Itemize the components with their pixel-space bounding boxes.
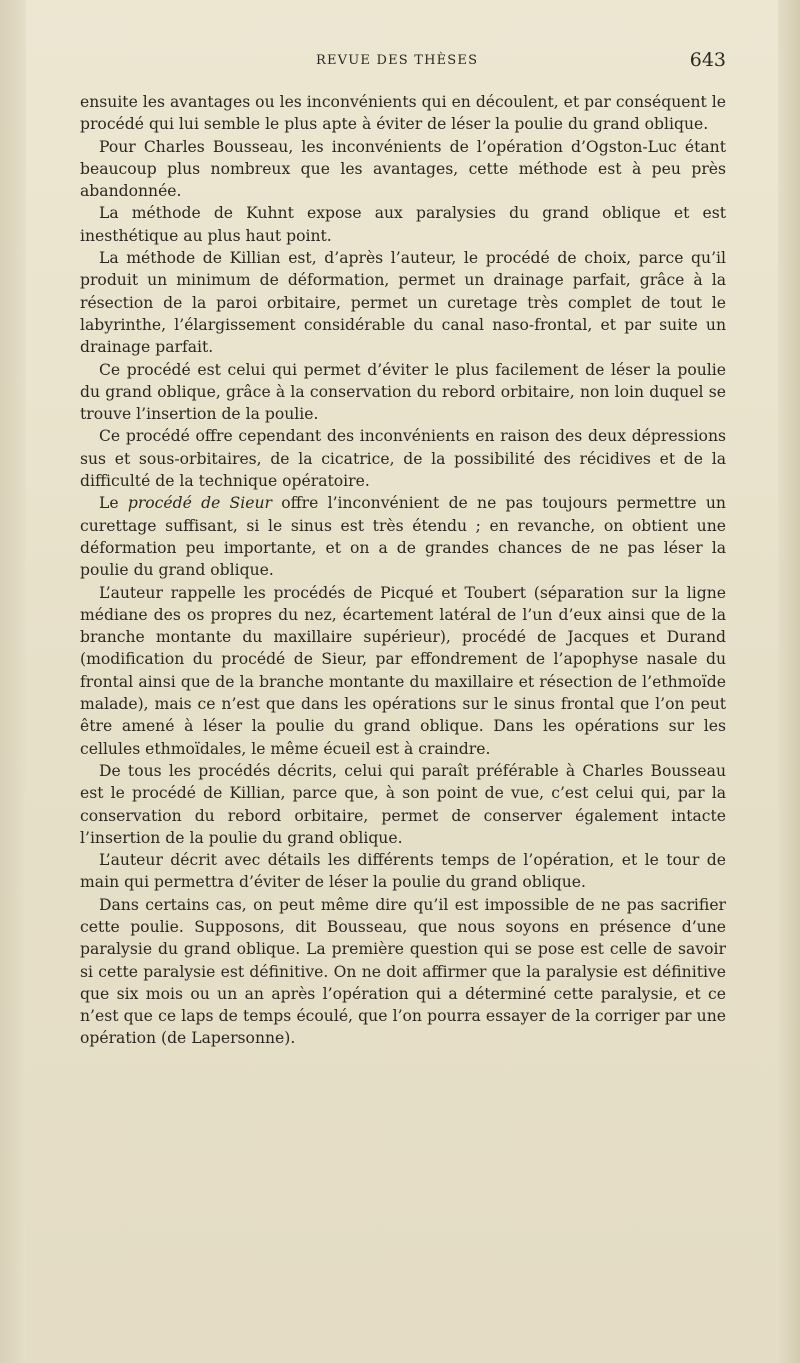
page-number: 643: [689, 49, 726, 71]
paragraph-7-text: offre l’inconvénient de ne pas toujours permettre un curettage suffisant, si le sinus est très étendu ; en revanche, on obtient une déformation peu importante, et on a de grandes chances de ne pas léser la poulie du grand oblique.: [80, 494, 726, 580]
page-edge-right: [778, 0, 800, 1363]
paragraph-1: ensuite les avantages ou les inconvénients qui en découlent, et par conséquent le procédé qui lui semble le plus apte à éviter de léser la poulie du grand oblique.: [80, 93, 726, 134]
body-text: [80, 91, 726, 1050]
paragraph-7: [80, 492, 726, 581]
page-header: [80, 49, 726, 77]
running-head: REVUE DES THÈSES: [316, 53, 479, 68]
paragraph-7-lead: Le: [99, 494, 119, 513]
paragraph-3: La méthode de Kuhnt expose aux paralysies du grand oblique et est inesthétique au plus haut point.: [80, 204, 726, 245]
paragraph-9: De tous les procédés décrits, celui qui paraît préférable à Charles Bousseau est le procédé de Killian, parce que, à son point de vue, c’est celui qui, par la conservation du rebord orbitaire, permet de conserver également intacte l’insertion de la poulie du grand oblique.: [80, 761, 726, 847]
paragraph-10: L’auteur décrit avec détails les différents temps de l’opération, et le tour de main qui permettra d’éviter de léser la poulie du grand oblique.: [80, 851, 726, 892]
page-edge-left: [0, 0, 26, 1363]
paragraph-2: Pour Charles Bousseau, les inconvénients de l’opération d’Ogston-Luc étant beaucoup plus nombreux que les avantages, cette méthode est à peu près abandonnée.: [80, 137, 726, 201]
paragraph-7-italic: procédé de Sieur: [127, 494, 272, 513]
paragraph-11: Dans certains cas, on peut même dire qu’il est impossible de ne pas sacrifier cette poulie. Supposons, dit Bousseau, que nous soyons en présence d’une paralysie du grand oblique. La première question qui se pose est celle de savoir si cette paralysie est définitive. On ne doit affirmer que la paralysie est définitive que six mois ou un an après l’opération qui a déterminé cette paralysie, et ce n’est que ce laps de temps écoulé, que l’on pourra essayer de la corriger par une opération (de Lapersonne).: [80, 895, 726, 1048]
paragraph-4: La méthode de Killian est, d’après l’auteur, le procédé de choix, parce qu’il produit un minimum de déformation, permet un drainage parfait, grâce à la résection de la paroi orbitaire, permet un curetage très complet de tout le labyrinthe, l’élargissement considérable du canal naso-frontal, et par suite un drainage parfait.: [80, 249, 726, 357]
paragraph-8: L’auteur rappelle les procédés de Picqué et Toubert (séparation sur la ligne médiane des os propres du nez, écartement latéral de l’un d’eux ainsi que de la branche montante du maxillaire supérieur), procédé de Jacques et Durand (modification du procédé de Sieur, par effondrement de l’apophyse nasale du frontal ainsi que de la branche montante du maxillaire et résection de l’ethmoïde malade), mais ce n’est que dans les opérations sur le sinus frontal que l’on peut être amené à léser la poulie du grand oblique. Dans les opérations sur les cellules ethmoïdales, le même écueil est à craindre.: [80, 583, 726, 758]
paragraph-5: Ce procédé est celui qui permet d’éviter le plus facilement de léser la poulie du grand oblique, grâce à la conservation du rebord orbitaire, non loin duquel se trouve l’insertion de la poulie.: [80, 360, 726, 424]
paragraph-6: Ce procédé offre cependant des inconvénients en raison des deux dépressions sus et sous-orbitaires, de la cicatrice, de la possibilité des récidives et de la difficulté de la technique opératoire.: [80, 427, 726, 491]
